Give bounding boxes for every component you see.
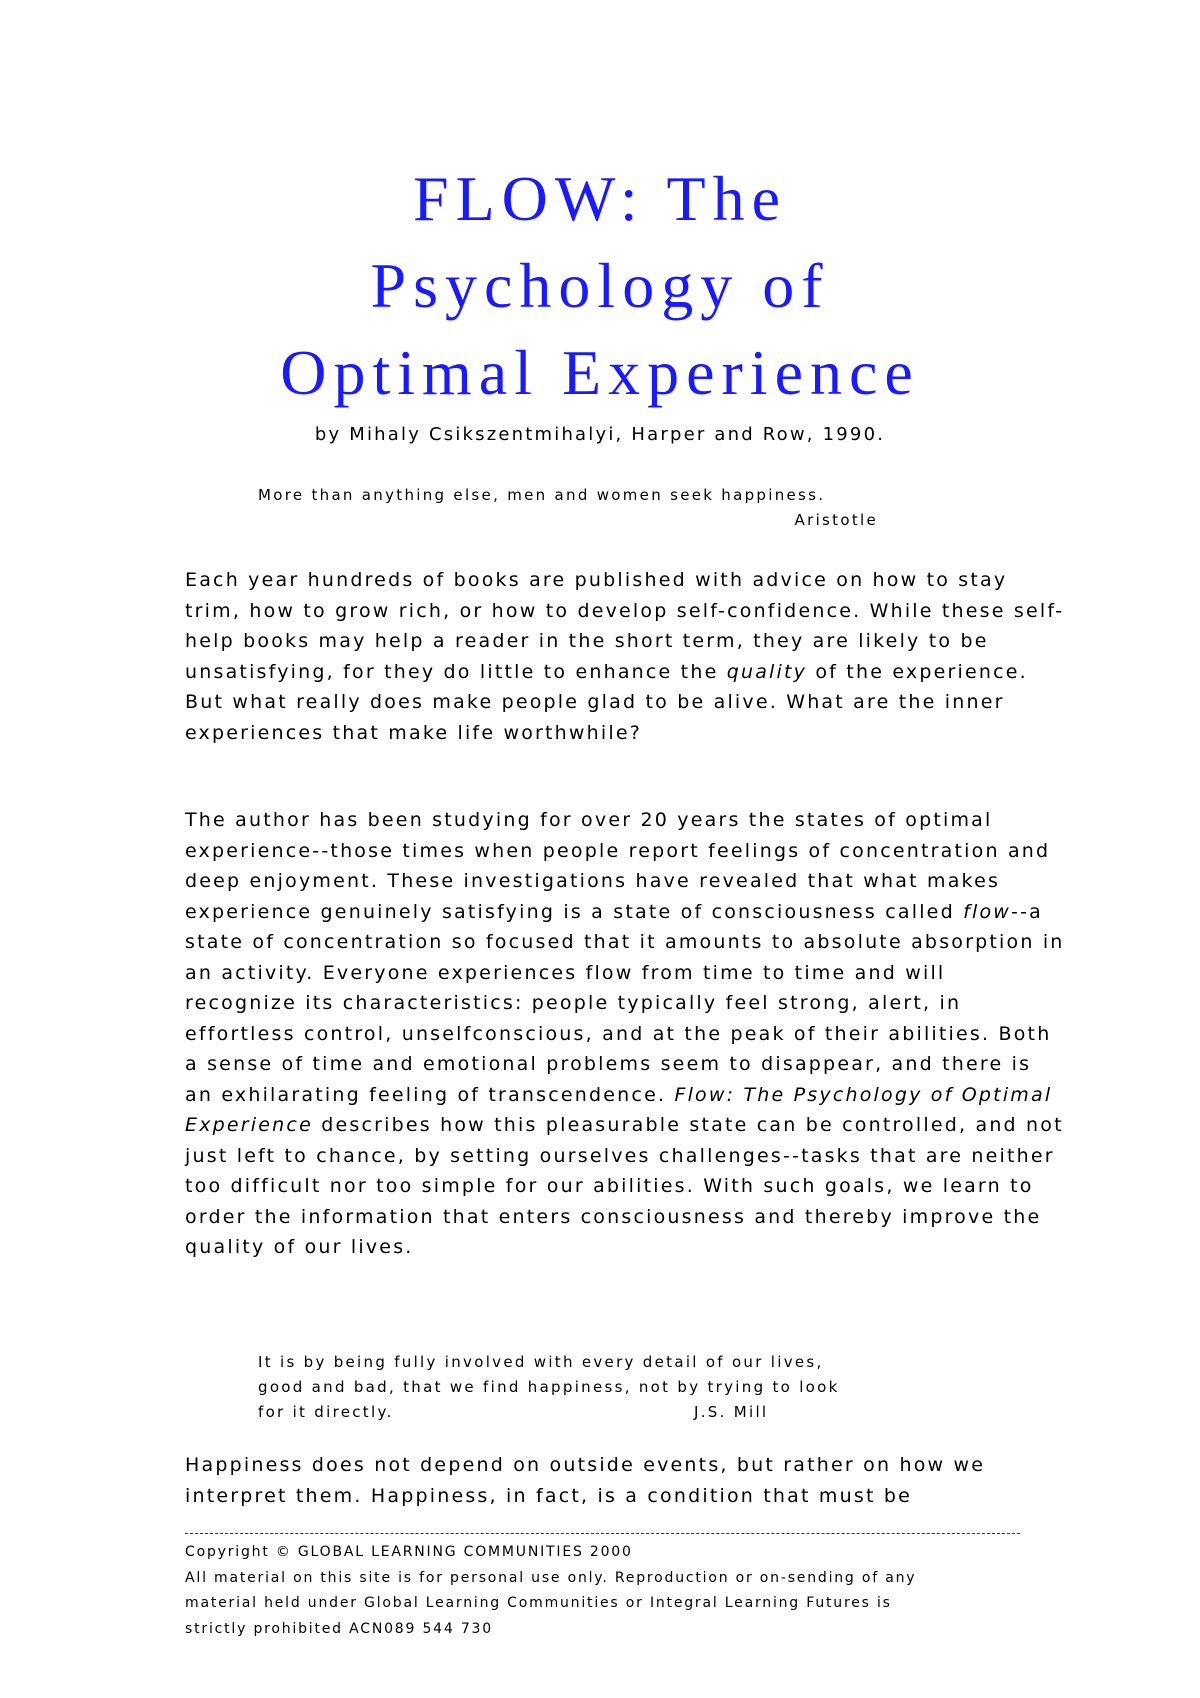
title-line-3: Optimal Experience bbox=[280, 337, 920, 408]
paragraph-text: describes how this pleasurable state can be controlled, and not just left to chance, by setting ourselves challenges--tasks that are neither too difficult nor too simple for our abilities. With such goals, we learn to order the information that enters consciousness and thereby improve the quality of our lives. bbox=[185, 1114, 1064, 1258]
epigraph-attribution: Aristotle bbox=[794, 511, 878, 529]
byline: by Mihaly Csikszentmihalyi, Harper and Row, 1990. bbox=[314, 424, 886, 445]
paragraph-text: of the experience. But what really does make people glad to be alive. What are the inner experiences that make life worthwhile? bbox=[185, 660, 1028, 744]
title-line-2: Psychology of bbox=[370, 250, 830, 321]
usage-notice-line: All material on this site is for personal use only. Reproduction or on-sending of any bbox=[185, 1569, 917, 1586]
title-line-1: FLOW: The bbox=[412, 163, 788, 234]
epigraph-line: for it directly. bbox=[258, 1403, 394, 1421]
usage-notice-line: material held under Global Learning Communities or Integral Learning Futures is bbox=[185, 1595, 892, 1611]
emphasis-text: quality bbox=[726, 660, 808, 683]
usage-notice-line: strictly prohibited ACN089 544 730 bbox=[185, 1620, 493, 1637]
epigraph-line: good and bad, that we find happiness, not by trying to look bbox=[258, 1378, 840, 1396]
paragraph-text: The author has been studying for over 20 years the states of optimal experience--those times when people report feelings of concentration and deep enjoyment. These investigations have revealed that what makes experience genuinely satisfying is a state of consciousness called bbox=[185, 809, 1051, 923]
paragraph-text: --a state of concentration so focused that it amounts to absolute absorption in an activity. Everyone experiences flow from time to time and will recognize its characteristics: people typically feel strong, alert, in effortless control, unselfconscious, and at the peak of their abilities. Both a sense of time and emotional problems seem to disappear, and there is an exhilarating feeling of transcendence. bbox=[185, 900, 1065, 1106]
epigraph-line: It is by being fully involved with every detail of our lives, bbox=[258, 1353, 824, 1371]
epigraph-aristotle bbox=[258, 483, 878, 533]
paragraph-happiness: Happiness does not depend on outside events, but rather on how we interpret them. Happiness, in fact, is a condition that must be bbox=[185, 1454, 986, 1507]
paragraph-intro bbox=[185, 565, 1065, 748]
emphasis-text: flow bbox=[963, 900, 1012, 923]
footer bbox=[185, 1540, 1065, 1642]
copyright-notice: Copyright © GLOBAL LEARNING COMMUNITIES 2000 bbox=[185, 1544, 633, 1560]
epigraph-attribution: J.S. Mill bbox=[694, 1403, 769, 1421]
paragraph-text: Each year hundreds of books are published with advice on how to stay trim, how to grow rich, or how to develop self-confidence. While these self-help books may help a reader in the short term, they are likely to be unsatisfying, for they do little to enhance the bbox=[185, 569, 1065, 683]
page-title bbox=[0, 155, 1200, 416]
book-title-emphasis: Flow: The Psychology of Optimal Experience bbox=[185, 1083, 1053, 1136]
epigraph-mill bbox=[258, 1350, 878, 1425]
paragraph-flow bbox=[185, 805, 1065, 1263]
epigraph-quote: More than anything else, men and women seek happiness. bbox=[258, 486, 826, 504]
footer-divider bbox=[185, 1533, 1020, 1534]
